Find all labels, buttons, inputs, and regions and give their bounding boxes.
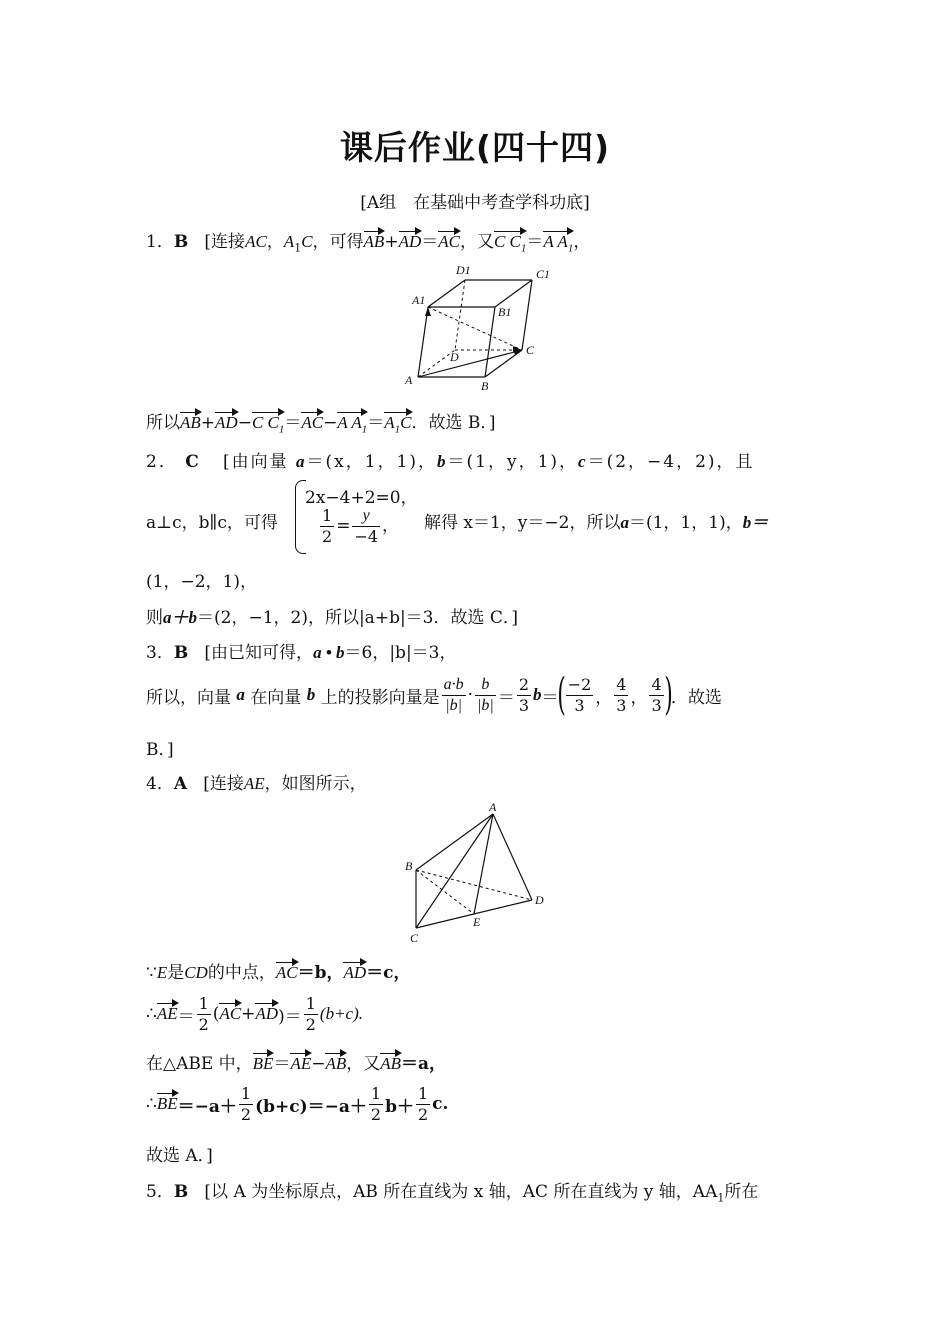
q2-solve: 解得 x＝1，y＝−2，所以 — [424, 513, 621, 533]
q3-val1: ＝6，|b|＝3， — [344, 643, 457, 663]
fig1-label-b: B — [481, 379, 489, 393]
because-symbol: ∵ — [146, 963, 157, 983]
q4-text2: ，如图所示， — [264, 774, 367, 794]
q2-beq: b＝ — [742, 513, 769, 532]
vec-cc1-2 — [252, 413, 284, 435]
q4-cd: CD — [184, 963, 208, 982]
vec-a1c — [384, 413, 411, 435]
q3-proj: 上的投影向量是 — [320, 687, 440, 708]
vec-be: BE — [252, 1054, 274, 1073]
q1-plus-2: + — [200, 413, 216, 433]
frac-q4b-den: 2 — [305, 1014, 316, 1034]
q2-c: c — [578, 452, 588, 471]
q4-l4-c: c. — [432, 1094, 449, 1114]
q4-e: E — [156, 963, 168, 982]
q2-text: [由向量 — [222, 452, 289, 472]
q4-l4-b: b＋ — [385, 1096, 414, 1117]
q4-line-2 — [146, 958, 411, 983]
q4-text: [连接 — [203, 774, 244, 794]
vec-ad: AD — [398, 232, 422, 251]
q3-b: b — [306, 685, 316, 704]
q1-a1: A — [283, 232, 295, 251]
frac-half-q4c — [239, 1084, 253, 1125]
q3-line-1 — [146, 638, 457, 663]
frac-v3-num: 4 — [651, 674, 662, 694]
frac-v2 — [614, 675, 628, 716]
vec-cc1 — [494, 232, 526, 254]
q4-bc: (b+c). — [319, 1004, 364, 1023]
q2-eq1: 2x−4+2=0， — [305, 488, 418, 508]
q1-aa-sub: 1 — [567, 242, 574, 255]
frac-ab-den: |b| — [445, 696, 463, 714]
frac-q4a-num: 1 — [198, 993, 209, 1013]
q1-sub: 1 — [294, 241, 302, 255]
q2-number: 2． — [146, 452, 178, 472]
q4-line-4 — [146, 1049, 446, 1074]
vec-aa1 — [543, 232, 573, 254]
q1-line-1 — [146, 227, 590, 254]
fig1-label-d: D — [450, 350, 459, 364]
q3-dot: · — [467, 685, 474, 705]
q1-aa-2-sub: 1 — [361, 423, 368, 436]
frac-v1-den: 3 — [574, 695, 585, 715]
q2-line-then — [146, 603, 518, 628]
vec-ae: AE — [156, 1004, 178, 1023]
q4-eqb: ＝b， — [297, 963, 344, 983]
q4-plus: + — [241, 1004, 256, 1024]
q4-paren1: ( — [212, 1004, 220, 1024]
q2-eq2 — [318, 506, 399, 547]
frac-half-q4a — [197, 994, 211, 1035]
q1-text: [连接 — [204, 232, 246, 252]
q4-paren2: )＝ — [278, 1006, 302, 1027]
q2-a: a — [296, 452, 307, 471]
q1-c: C — [301, 232, 313, 251]
q3-sep1: ， — [595, 687, 613, 708]
frac-v1-num: −2 — [567, 674, 592, 694]
frac-b-over-b — [475, 675, 496, 716]
frac-b-num: b — [475, 675, 496, 696]
q4-line-1 — [146, 769, 367, 794]
vec-ab-q4b: AB — [380, 1054, 402, 1073]
frac-half-q4e — [416, 1084, 430, 1125]
left-paren: ( — [556, 669, 566, 720]
group-header: [A组 在基础中考查学科功底] — [360, 193, 590, 213]
q2-aval2: ＝(1，1，1)， — [628, 513, 743, 533]
vec-be-2: BE — [156, 1094, 178, 1113]
q4-number: 4． — [146, 774, 174, 794]
right-paren: ) — [663, 669, 673, 720]
q1-line-2 — [146, 408, 496, 435]
q3-number: 3． — [146, 643, 174, 663]
q1-number: 1． — [146, 232, 174, 252]
fig2-label-c: C — [410, 931, 419, 945]
q2-perp: a⊥c，b∥c，可得 — [146, 513, 278, 533]
frac-23-den: 3 — [518, 695, 530, 715]
q2-cval: ＝(2，−4，2)，且 — [587, 452, 755, 472]
frac-q4e-den: 2 — [417, 1104, 429, 1124]
frac-23-num: 2 — [518, 674, 530, 694]
fig1-label-a: A — [405, 373, 413, 387]
vec-ad-q4b: AD — [255, 1004, 279, 1023]
q1-tail: ， — [573, 232, 591, 252]
vec-ac-q4b: AC — [219, 1004, 242, 1023]
q1-answer: B — [173, 232, 189, 252]
vec-ab-q4: AB — [325, 1054, 347, 1073]
q5-sub: 1 — [717, 1191, 725, 1205]
frac-q4c-num: 1 — [240, 1083, 252, 1103]
vec-ab-2: AB — [180, 413, 201, 432]
frac-v2-den: 3 — [616, 695, 627, 715]
frac-v1 — [566, 675, 594, 716]
fig1-label-a1: A1 — [412, 293, 426, 307]
vec-ab: AB — [363, 232, 385, 251]
q5-line-1 — [146, 1177, 758, 1204]
q1-eq3: ＝ — [284, 413, 302, 433]
therefore-symbol-2: ∴ — [146, 1094, 157, 1114]
q1-a1c-c: C — [400, 413, 412, 432]
q4-l4-val: ＝−a＋ — [177, 1096, 237, 1117]
q1-also: ，又 — [459, 232, 494, 252]
q1-cc: C C — [493, 232, 521, 251]
q5-tail: 所在 — [724, 1182, 759, 1202]
q5-answer: B — [173, 1182, 189, 1202]
q3-sep2: ， — [630, 687, 648, 708]
q4-l1-mid2: 的中点， — [207, 963, 276, 983]
q3-eq2: ＝ — [541, 687, 559, 708]
q4-l4-bc: (b+c)＝−a＋ — [255, 1096, 367, 1117]
frac-q4d-num: 1 — [370, 1083, 382, 1103]
q3-on: 在向量 — [250, 687, 302, 708]
q4-eq2: ＝ — [273, 1054, 291, 1074]
q1-comma: ， — [266, 232, 284, 252]
q1-cc-2-sub: 1 — [278, 423, 285, 436]
q1-cc-2: C C — [251, 413, 279, 432]
fig2-label-b: B — [405, 859, 413, 873]
vec-ac: AC — [438, 232, 460, 251]
frac-q4c-den: 2 — [240, 1104, 252, 1124]
q2-bval: ＝(1，y，1)， — [447, 452, 579, 472]
q1-aa: A A — [543, 232, 568, 251]
fig2-label-e: E — [473, 915, 481, 929]
q1-minus-2: − — [323, 413, 338, 433]
frac-half-q4b — [304, 994, 318, 1035]
fig1-label-d1: D1 — [456, 263, 471, 277]
vec-ac-q4: AC — [275, 963, 298, 982]
frac-q4b-num: 1 — [305, 993, 316, 1013]
frac-two-thirds — [517, 675, 531, 716]
q4-ae: AE — [243, 774, 265, 793]
q3-adotb: a • b — [313, 643, 345, 662]
frac-q4e-num: 1 — [417, 1083, 429, 1103]
frac-half-num: 1 — [322, 506, 333, 525]
q4-l3-lead: 在△ABE 中， — [146, 1054, 253, 1074]
q2-answer: C — [185, 452, 201, 472]
q1-end: ．故选 B．] — [411, 413, 496, 433]
frac-v3 — [649, 675, 663, 716]
q4-line-5 — [146, 1082, 448, 1126]
q4-l1-mid: 是 — [167, 963, 185, 983]
q1-conc-lead: 所以 — [146, 413, 180, 433]
q4-answer: A — [173, 774, 188, 794]
q3-a: a — [236, 685, 245, 704]
q2-bval2: (1，−2，1)， — [146, 572, 257, 592]
q4-eq: ＝ — [177, 1006, 195, 1027]
fig1-label-c: C — [526, 343, 535, 357]
vec-ac-2: AC — [301, 413, 324, 432]
frac-y-num: y — [352, 506, 380, 527]
q1-eq4: ＝ — [367, 413, 385, 433]
q2-then: 则 — [146, 608, 163, 628]
q1-aa-2: A A — [337, 413, 362, 432]
q1-eq2: ＝ — [526, 232, 544, 252]
frac-q4d-den: 2 — [370, 1104, 382, 1124]
frac-q4a-den: 2 — [198, 1014, 209, 1034]
q4-l3-mid: ，又 — [346, 1054, 381, 1074]
fig2-label-a: A — [489, 800, 497, 814]
q1-eq: ＝ — [421, 232, 439, 252]
frac-half-q4d — [369, 1084, 383, 1125]
frac-y-den: −4 — [354, 527, 379, 546]
q3-tail: ．故选 — [670, 687, 722, 708]
tetrahedron-figure — [400, 800, 560, 946]
vec-ad-q4: AD — [343, 963, 367, 982]
q3-line-2 — [146, 670, 722, 720]
q2-line-1 — [146, 447, 755, 472]
q3-answer: B — [173, 643, 189, 663]
q2-apb-val: ＝(2，−1，2)，所以|a+b|＝3．故选 C．] — [197, 608, 519, 628]
page-title: 课后作业(四十四) — [339, 128, 611, 167]
q3-text: [由已知可得， — [204, 643, 314, 663]
q1-plus: + — [384, 232, 399, 252]
frac-y — [352, 506, 380, 547]
q4-line-6: 故选 A．] — [146, 1146, 213, 1166]
q4-line-3 — [146, 992, 363, 1036]
vec-ad-2: AD — [215, 413, 238, 432]
therefore-symbol-1: ∴ — [146, 1004, 157, 1024]
fig1-label-c1: C1 — [536, 267, 551, 281]
q2-apb: a＋b — [163, 608, 197, 627]
q5-text: [以 A 为坐标原点，AB 所在直线为 x 轴，AC 所在直线为 y 轴，AA — [204, 1182, 718, 1202]
q1-a1c-a: A — [384, 413, 395, 432]
q3-bb: b — [533, 685, 542, 704]
q1-minus: − — [237, 413, 252, 433]
q1-ac: AC — [245, 232, 267, 251]
vec-ae-2: AE — [290, 1054, 312, 1073]
q3-line2-text: 所以，向量 — [146, 687, 231, 708]
fig2-label-d: D — [535, 893, 544, 907]
q1-cc-sub: 1 — [520, 242, 527, 255]
frac-b-den: |b| — [477, 696, 494, 714]
q5-number: 5． — [146, 1182, 174, 1202]
vec-aa1-2 — [337, 413, 367, 435]
parallelepiped-figure — [400, 262, 560, 394]
q2-a-2: a — [620, 513, 629, 532]
q4-eqc: ＝c， — [366, 963, 411, 983]
q3-eq: ＝ — [497, 687, 515, 708]
frac-half — [320, 506, 334, 547]
frac-ab-over-b — [442, 675, 466, 716]
q3-line-3: B．] — [146, 740, 174, 760]
frac-half-den: 2 — [322, 527, 333, 546]
q4-minus: − — [311, 1054, 326, 1074]
frac-v2-num: 4 — [616, 674, 627, 694]
fig1-label-b1: B1 — [498, 305, 512, 319]
q2-sys-eq: = — [336, 516, 351, 536]
q1-mid: ，可得 — [312, 232, 364, 252]
q2-b: b — [437, 452, 448, 471]
q2-solve-line — [424, 508, 768, 533]
q2-aval: ＝(x，1，1)， — [306, 452, 438, 472]
q2-sys-comma: ， — [382, 516, 400, 536]
frac-v3-den: 3 — [651, 695, 662, 715]
frac-ab-num: a·b — [442, 675, 466, 696]
q4-eqa: ＝a， — [401, 1054, 447, 1074]
q1-a1c-sub: 1 — [394, 423, 401, 436]
